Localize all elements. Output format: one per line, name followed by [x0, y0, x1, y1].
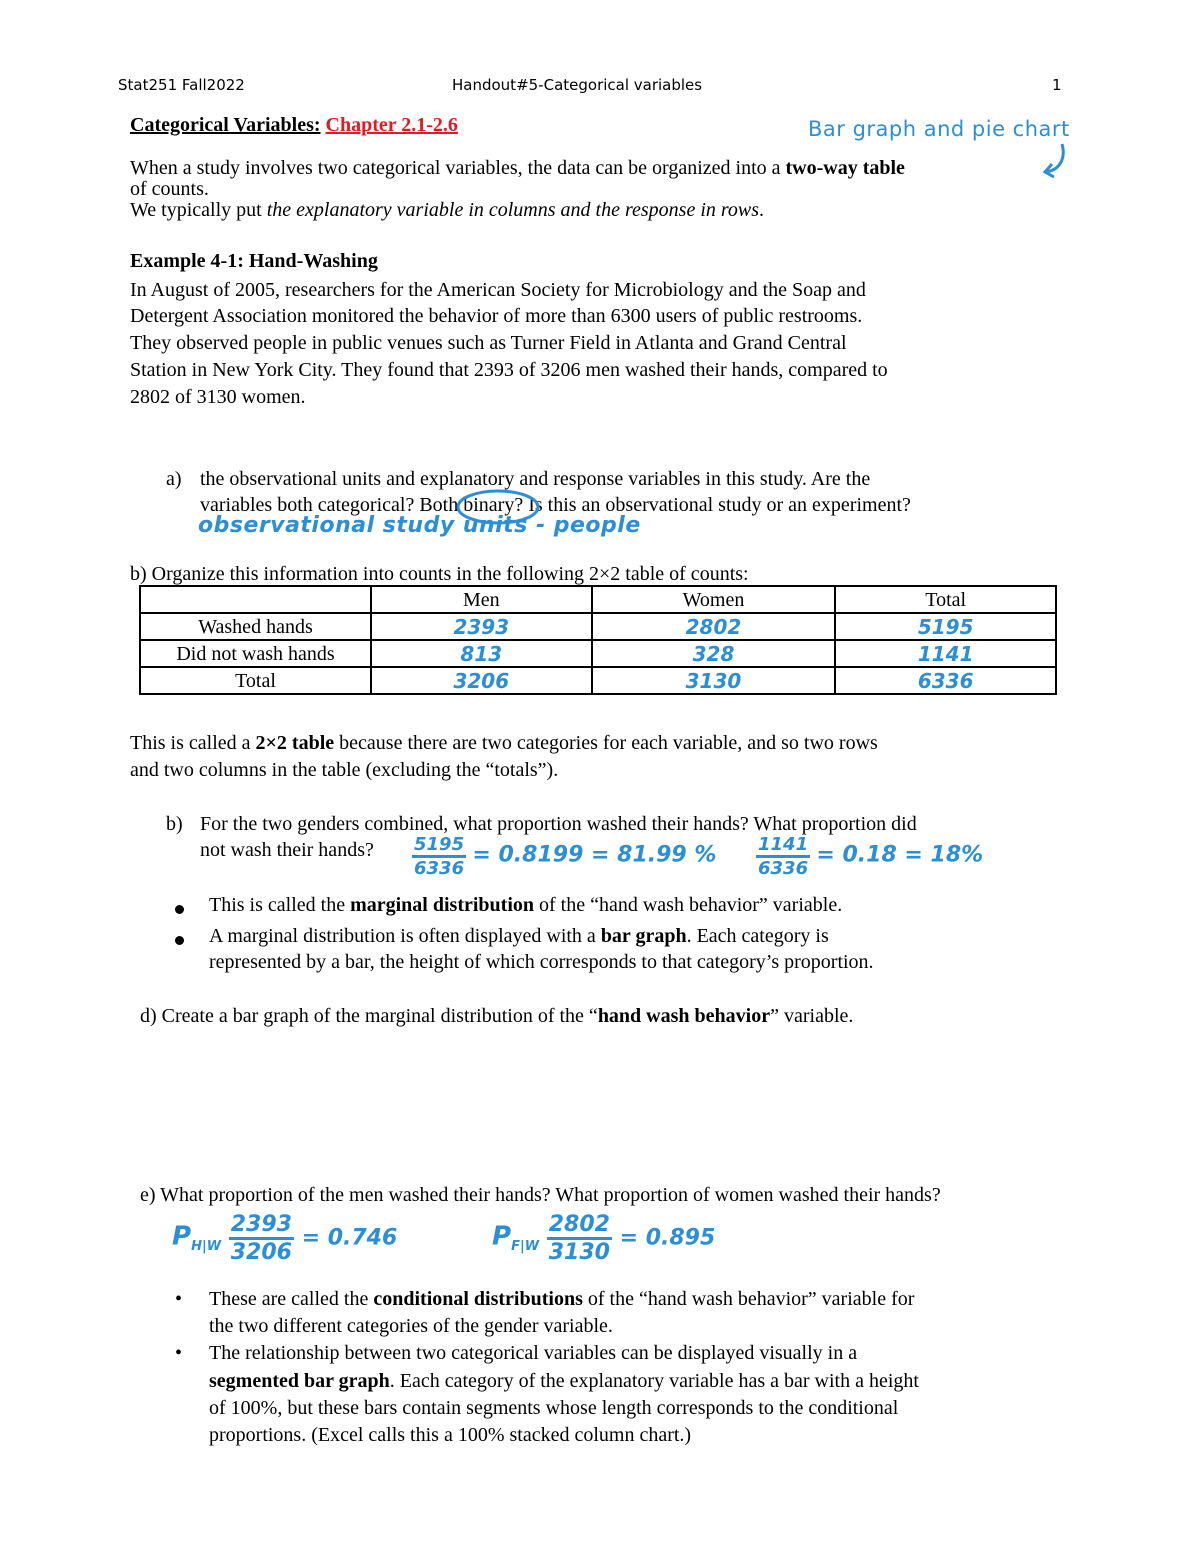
handwritten-calc-b2: $\frac{1141}{6336}$ = 0.18 = 18%: [758, 834, 984, 879]
cell-total-washed: 5195: [835, 613, 1056, 640]
handwritten-note-a: observational study units - people: [198, 513, 641, 538]
page-title: [130, 112, 458, 138]
bullet-marginal-2: A marginal distribution is often displayed with a bar graph. Each category is: [209, 925, 829, 947]
col-header-men: Men: [371, 586, 592, 613]
circled-binary: binary?: [463, 494, 523, 516]
header-page-number: 1: [1052, 76, 1062, 94]
handwritten-calc-e2: $P_{F|W}$ $\frac{2802}{3130}$ = 0.895: [492, 1212, 716, 1265]
handwritten-calc-e1: $P_{H|W}$ $\frac{2393}{3206}$ = 0.746: [172, 1212, 398, 1265]
question-b2-marker: b): [166, 813, 183, 835]
bullet-conditional-1: These are called the conditional distributions of the “hand wash behavior” variable for: [209, 1288, 915, 1310]
cell-men-not: 813: [371, 640, 592, 667]
cell-men-washed: 2393: [371, 613, 592, 640]
cell-total-not: 1141: [835, 640, 1056, 667]
cell-women-not: 328: [592, 640, 836, 667]
cell-grand-total: 6336: [835, 667, 1056, 694]
question-a-line-1: the observational units and explanatory and response variables in this study. Are the: [200, 468, 871, 490]
table-note-line-2: and two columns in the table (excluding the “totals”).: [130, 759, 559, 781]
bullet-dot-icon: [175, 901, 184, 919]
row-label-washed: Washed hands: [140, 613, 371, 640]
example-line-3: They observed people in public venues such as Turner Field in Atlanta and Grand Central: [130, 332, 847, 354]
cell-men-total: 3206: [371, 667, 592, 694]
question-b-prompt: b) Organize this information into counts in the following 2×2 table of counts:: [130, 563, 749, 585]
intro-line-2: of counts.: [130, 178, 209, 200]
table-row: [140, 586, 1056, 613]
handwritten-calc-b1: $\frac{5195}{6336}$ = 0.8199 = 81.99 %: [414, 834, 717, 879]
table-row: [140, 640, 1056, 667]
cell-women-washed: 2802: [592, 613, 836, 640]
question-b2-line-2: not wash their hands?: [200, 839, 374, 861]
table-note-line-1: This is called a 2×2 table because there are two categories for each variable, and so two rows: [130, 732, 878, 754]
table-row: [140, 667, 1056, 694]
example-heading: Example 4-1: Hand-Washing: [130, 250, 378, 272]
bullet-marginal-1: This is called the marginal distribution of the “hand wash behavior” variable.: [209, 894, 843, 916]
col-header-total: Total: [835, 586, 1056, 613]
question-b2-line-1: For the two genders combined, what proportion washed their hands? What proportion did: [200, 813, 917, 835]
header-course: Stat251 Fall2022: [118, 76, 245, 94]
cell-women-total: 3130: [592, 667, 836, 694]
question-d: d) Create a bar graph of the marginal distribution of the “hand wash behavior” variable.: [140, 1005, 854, 1027]
intro-line-1: When a study involves two categorical variables, the data can be organized into a two-way table: [130, 157, 905, 179]
table-row: [140, 613, 1056, 640]
question-a-marker: a): [166, 468, 182, 490]
bullet-conditional-1-line-2: the two different categories of the gender variable.: [209, 1315, 613, 1337]
example-line-2: Detergent Association monitored the behavior of more than 6300 users of public restrooms.: [130, 305, 863, 327]
curved-arrow-icon: [1040, 142, 1070, 180]
counts-table: [139, 585, 1057, 695]
bullet-dot-icon: [175, 932, 184, 950]
row-label-total: Total: [140, 667, 371, 694]
header-handout: Handout#5-Categorical variables: [452, 76, 703, 94]
example-line-5: 2802 of 3130 women.: [130, 386, 306, 408]
example-line-4: Station in New York City. They found that 2393 of 3206 men washed their hands, compared to: [130, 359, 888, 381]
bullet-conditional-2-line-3: of 100%, but these bars contain segments whose length corresponds to the conditional: [209, 1397, 899, 1419]
bullet-conditional-2-line-1: The relationship between two categorical variables can be displayed visually in a: [209, 1342, 858, 1364]
title-chapter: Chapter 2.1-2.6: [325, 114, 458, 136]
bullet-small-icon: •: [175, 1288, 183, 1310]
intro-line-3: We typically put the explanatory variable in columns and the response in rows.: [130, 199, 765, 221]
example-line-1: In August of 2005, researchers for the American Society for Microbiology and the Soap and: [130, 279, 866, 301]
question-a-line-2: variables both categorical? Both binary? Is this an observational study or an experiment?: [200, 492, 911, 518]
title-label: Categorical Variables:: [130, 114, 321, 136]
bullet-marginal-2-line-2: represented by a bar, the height of which corresponds to that category’s proportion.: [209, 951, 874, 973]
question-e: e) What proportion of the men washed their hands? What proportion of women washed their hands?: [140, 1184, 941, 1206]
bullet-conditional-2-line-4: proportions. (Excel calls this a 100% stacked column chart.): [209, 1424, 692, 1446]
table-corner-cell: [140, 586, 371, 613]
handwritten-top-note: Bar graph and pie chart: [808, 117, 1070, 141]
col-header-women: Women: [592, 586, 836, 613]
bullet-conditional-2-line-2: segmented bar graph. Each category of the explanatory variable has a bar with a height: [209, 1370, 919, 1392]
bullet-small-icon: •: [175, 1342, 183, 1364]
row-label-not-washed: Did not wash hands: [140, 640, 371, 667]
